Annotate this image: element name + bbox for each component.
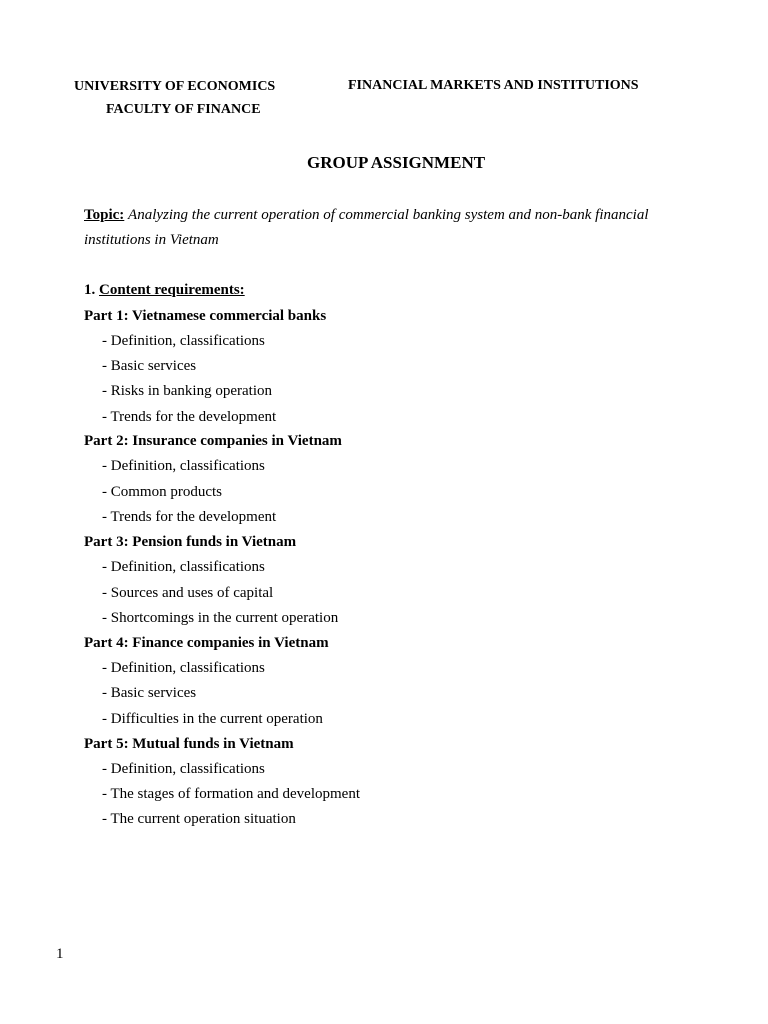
list-item: - Definition, classifications: [102, 458, 265, 474]
section-title: Content requirements:: [99, 282, 245, 298]
part-title: Part 1: Vietnamese commercial banks: [84, 308, 327, 324]
list-item: - Basic services: [102, 358, 197, 374]
section-number: 1.: [84, 282, 96, 298]
faculty-name: FACULTY OF FINANCE: [106, 102, 261, 117]
topic-label: Topic:: [84, 207, 125, 223]
list-item: - Trends for the development: [102, 409, 277, 425]
list-item: - Trends for the development: [102, 509, 277, 525]
section-heading: [84, 282, 245, 299]
part-title: Part 5: Mutual funds in Vietnam: [84, 736, 294, 752]
course-name: FINANCIAL MARKETS AND INSTITUTIONS: [348, 78, 639, 93]
topic-line-1: [84, 207, 649, 224]
part-title: Part 3: Pension funds in Vietnam: [84, 534, 297, 550]
list-item: - Sources and uses of capital: [102, 585, 274, 601]
topic-text-2: institutions in Vietnam: [84, 232, 219, 248]
part-title: Part 4: Finance companies in Vietnam: [84, 635, 329, 651]
list-item: - The current operation situation: [102, 811, 296, 827]
list-item: - Definition, classifications: [102, 559, 265, 575]
list-item: - Common products: [102, 484, 222, 500]
page-number: 1: [56, 946, 64, 962]
list-item: - Basic services: [102, 685, 197, 701]
list-item: - Definition, classifications: [102, 761, 265, 777]
list-item: - Shortcomings in the current operation: [102, 610, 339, 626]
page-title: GROUP ASSIGNMENT: [307, 153, 486, 172]
topic-text-1: Analyzing the current operation of commercial banking system and non-bank financial: [128, 207, 649, 223]
list-item: - Risks in banking operation: [102, 383, 272, 399]
university-name: UNIVERSITY OF ECONOMICS: [74, 79, 276, 94]
list-item: - Difficulties in the current operation: [102, 711, 323, 727]
list-item: - Definition, classifications: [102, 660, 265, 676]
list-item: - The stages of formation and development: [102, 786, 360, 802]
list-item: - Definition, classifications: [102, 333, 265, 349]
part-title: Part 2: Insurance companies in Vietnam: [84, 433, 342, 449]
